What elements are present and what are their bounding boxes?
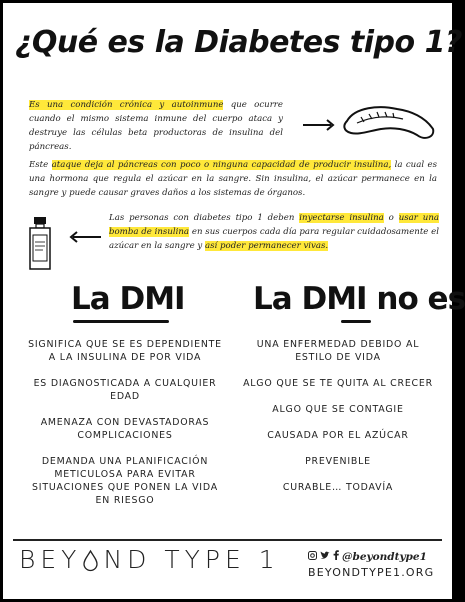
- twitter-icon[interactable]: [320, 551, 330, 563]
- insulin-vial-illustration: [25, 215, 105, 273]
- right-list-item: UNA ENFERMEDAD DEBIDO AL ESTILO DE VIDA: [256, 339, 420, 363]
- attack-paragraph: [29, 158, 437, 200]
- infographic-page: [3, 3, 465, 599]
- intro-text: que ocurre cuando el mismo sistema inmune del cuerpo ataca y destruye las células beta productoras de insulina del páncreas.: [29, 100, 283, 152]
- right-list-item: CURABLE… TODAVÍA: [282, 482, 394, 493]
- right-heading-pre: La DMI: [253, 281, 377, 317]
- social-row: [308, 550, 427, 563]
- website-link[interactable]: BEYONDTYPE1.ORG: [308, 566, 435, 579]
- left-column-heading: La DMI: [71, 281, 185, 317]
- treatment-lead: Las personas con diabetes tipo 1 deben: [109, 213, 300, 223]
- attack-text: la cual es una hormona que regula el azúcar en la sangre. Sin insulina, el azúcar permanece en la sangre y puede causar graves daños a los sistemas de órganos.: [29, 160, 437, 198]
- attack-highlight: ataque deja al páncreas con poco o ninguna capacidad de producir insulina,: [51, 160, 392, 170]
- attack-lead: Este: [29, 160, 52, 170]
- right-heading-underline: [341, 320, 371, 323]
- left-list: [25, 338, 225, 507]
- right-list-item: CAUSADA POR EL AZÚCAR: [267, 430, 409, 441]
- footer-divider: [13, 539, 442, 541]
- left-list-item: ES DIAGNOSTICADA A CUALQUIER EDAD: [33, 378, 217, 402]
- page-title: ¿Qué es la Diabetes tipo 1?: [15, 25, 462, 60]
- facebook-icon[interactable]: [333, 550, 339, 563]
- brand-logo-part-1: BEY: [19, 545, 82, 574]
- social-handle[interactable]: @beyondtype1: [342, 550, 427, 563]
- left-list-item: AMENAZA CON DEVASTADORAS COMPLICACIONES: [40, 417, 210, 441]
- instagram-icon[interactable]: [308, 551, 317, 563]
- pancreas-illustration: [299, 99, 439, 149]
- intro-highlight: Es una condición crónica y autoinmune: [29, 100, 224, 110]
- left-list-item: SIGNIFICA QUE SE ES DEPENDIENTE A LA INSULINA DE POR VIDA: [28, 339, 222, 363]
- treatment-paragraph: [109, 211, 439, 253]
- intro-paragraph: [29, 98, 283, 154]
- right-list-item: ALGO QUE SE TE QUITA AL CRECER: [243, 378, 433, 389]
- right-column-heading: [253, 281, 465, 317]
- right-heading-no: no: [376, 281, 418, 317]
- brand-logo: [19, 545, 280, 574]
- brand-logo-part-2: ND TYPE 1: [103, 545, 280, 574]
- blood-drop-icon: [82, 549, 99, 571]
- treatment-highlight-survival: así poder permanecer vivas.: [205, 241, 329, 251]
- right-list-item: PREVENIBLE: [305, 456, 371, 467]
- treatment-mid-2: en sus cuerpos cada día para regular cuidadosamente el azúcar en la sangre y: [109, 227, 439, 251]
- right-list: [243, 338, 433, 494]
- treatment-highlight-injection: inyectarse insulina: [299, 213, 384, 223]
- right-list-item: ALGO QUE SE CONTAGIE: [272, 404, 404, 415]
- right-heading-post: es: [417, 281, 465, 317]
- left-heading-underline: [73, 320, 169, 323]
- treatment-highlight-pump: usar una bomba de insulina: [109, 213, 439, 237]
- treatment-mid-1: o: [383, 213, 399, 223]
- left-list-item: DEMANDA UNA PLANIFICACIÓN METICULOSA PARA EVITAR SITUACIONES QUE PONEN LA VIDA EN RIESGO: [32, 456, 218, 506]
